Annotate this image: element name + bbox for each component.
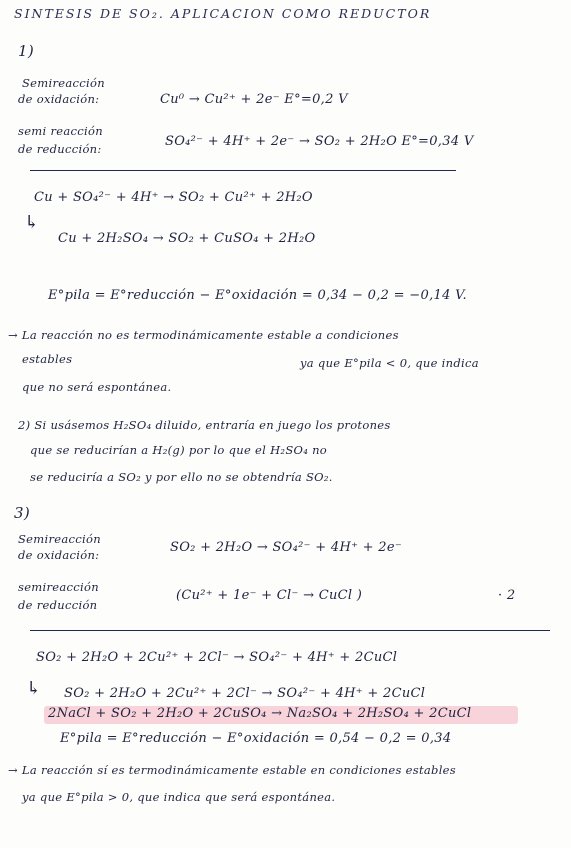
sum-divider-1 — [30, 170, 456, 171]
red-label-3-line1: semireacción — [18, 580, 99, 594]
red-multiplier: · 2 — [498, 588, 516, 603]
section-1-number: 1) — [18, 42, 34, 60]
molecular-reaction-3: 2NaCl + SO₂ + 2H₂O + 2CuSO₄ → Na₂SO₄ + 2H₂SO₄ + 2CuCl — [48, 706, 472, 721]
section-2-line3: se reduciría a SO₂ y por ello no se obtendría SO₂. — [30, 470, 333, 484]
red-label-line1: semi reacción — [18, 124, 103, 138]
red-label-3-line2: de reducción — [18, 598, 98, 612]
arrow-hook-icon-2: ↳ — [26, 678, 42, 699]
conclusion-1-line2: estables — [22, 352, 73, 366]
ox-half-reaction: Cu⁰ → Cu²⁺ + 2e⁻ E°=0,2 V — [160, 92, 348, 107]
conclusion-1-line1: → La reacción no es termodinámicamente estable a condiciones — [8, 328, 399, 342]
net-reaction-3b: SO₂ + 2H₂O + 2Cu²⁺ + 2Cl⁻ → SO₄²⁻ + 4H⁺ + 2CuCl — [64, 686, 426, 701]
conclusion-3-line2: ya que E°pila > 0, que indica que será espontánea. — [22, 790, 336, 804]
section-2-line2: que se reducirían a H₂(g) por lo que el H₂SO₄ no — [30, 443, 328, 457]
page-title: SINTESIS DE SO₂. APLICACION COMO REDUCTOR — [14, 6, 432, 21]
red-half-reaction: SO₄²⁻ + 4H⁺ + 2e⁻ → SO₂ + 2H₂O E°=0,34 V — [165, 134, 474, 149]
conclusion-3-line1: → La reacción sí es termodinámicamente estable en condiciones estables — [8, 763, 456, 777]
ox-label-3-line2: de oxidación: — [18, 548, 100, 562]
red-label-line2: de reducción: — [18, 142, 102, 156]
arrow-hook-icon: ↳ — [24, 212, 40, 233]
red-half-reaction-3: (Cu²⁺ + 1e⁻ + Cl⁻ → CuCl ) — [176, 588, 363, 603]
epila-calculation-1: E°pila = E°reducción − E°oxidación = 0,34 − 0,2 = −0,14 V. — [48, 288, 467, 303]
section-2-line1: 2) Si usásemos H₂SO₄ diluido, entraría en juego los protones — [18, 418, 391, 432]
net-reaction-3a: SO₂ + 2H₂O + 2Cu²⁺ + 2Cl⁻ → SO₄²⁻ + 4H⁺ + 2CuCl — [36, 650, 398, 665]
epila-calculation-2: E°pila = E°reducción − E°oxidación = 0,54 − 0,2 = 0,34 — [60, 731, 452, 746]
ox-label-3-line1: Semireacción — [18, 532, 101, 546]
ox-half-reaction-3: SO₂ + 2H₂O → SO₄²⁻ + 4H⁺ + 2e⁻ — [170, 540, 403, 555]
molecular-reaction: Cu + 2H₂SO₄ → SO₂ + CuSO₄ + 2H₂O — [58, 231, 316, 246]
ox-label-line1: Semireacción — [22, 76, 105, 90]
net-ionic-reaction: Cu + SO₄²⁻ + 4H⁺ → SO₂ + Cu²⁺ + 2H₂O — [34, 190, 313, 205]
section-3-number: 3) — [14, 504, 30, 522]
sum-divider-2 — [30, 630, 550, 631]
conclusion-1-line3: ya que E°pila < 0, que indica — [300, 356, 479, 370]
conclusion-1-line4: que no será espontánea. — [22, 380, 172, 394]
ox-label-line2: de oxidación: — [18, 92, 100, 106]
